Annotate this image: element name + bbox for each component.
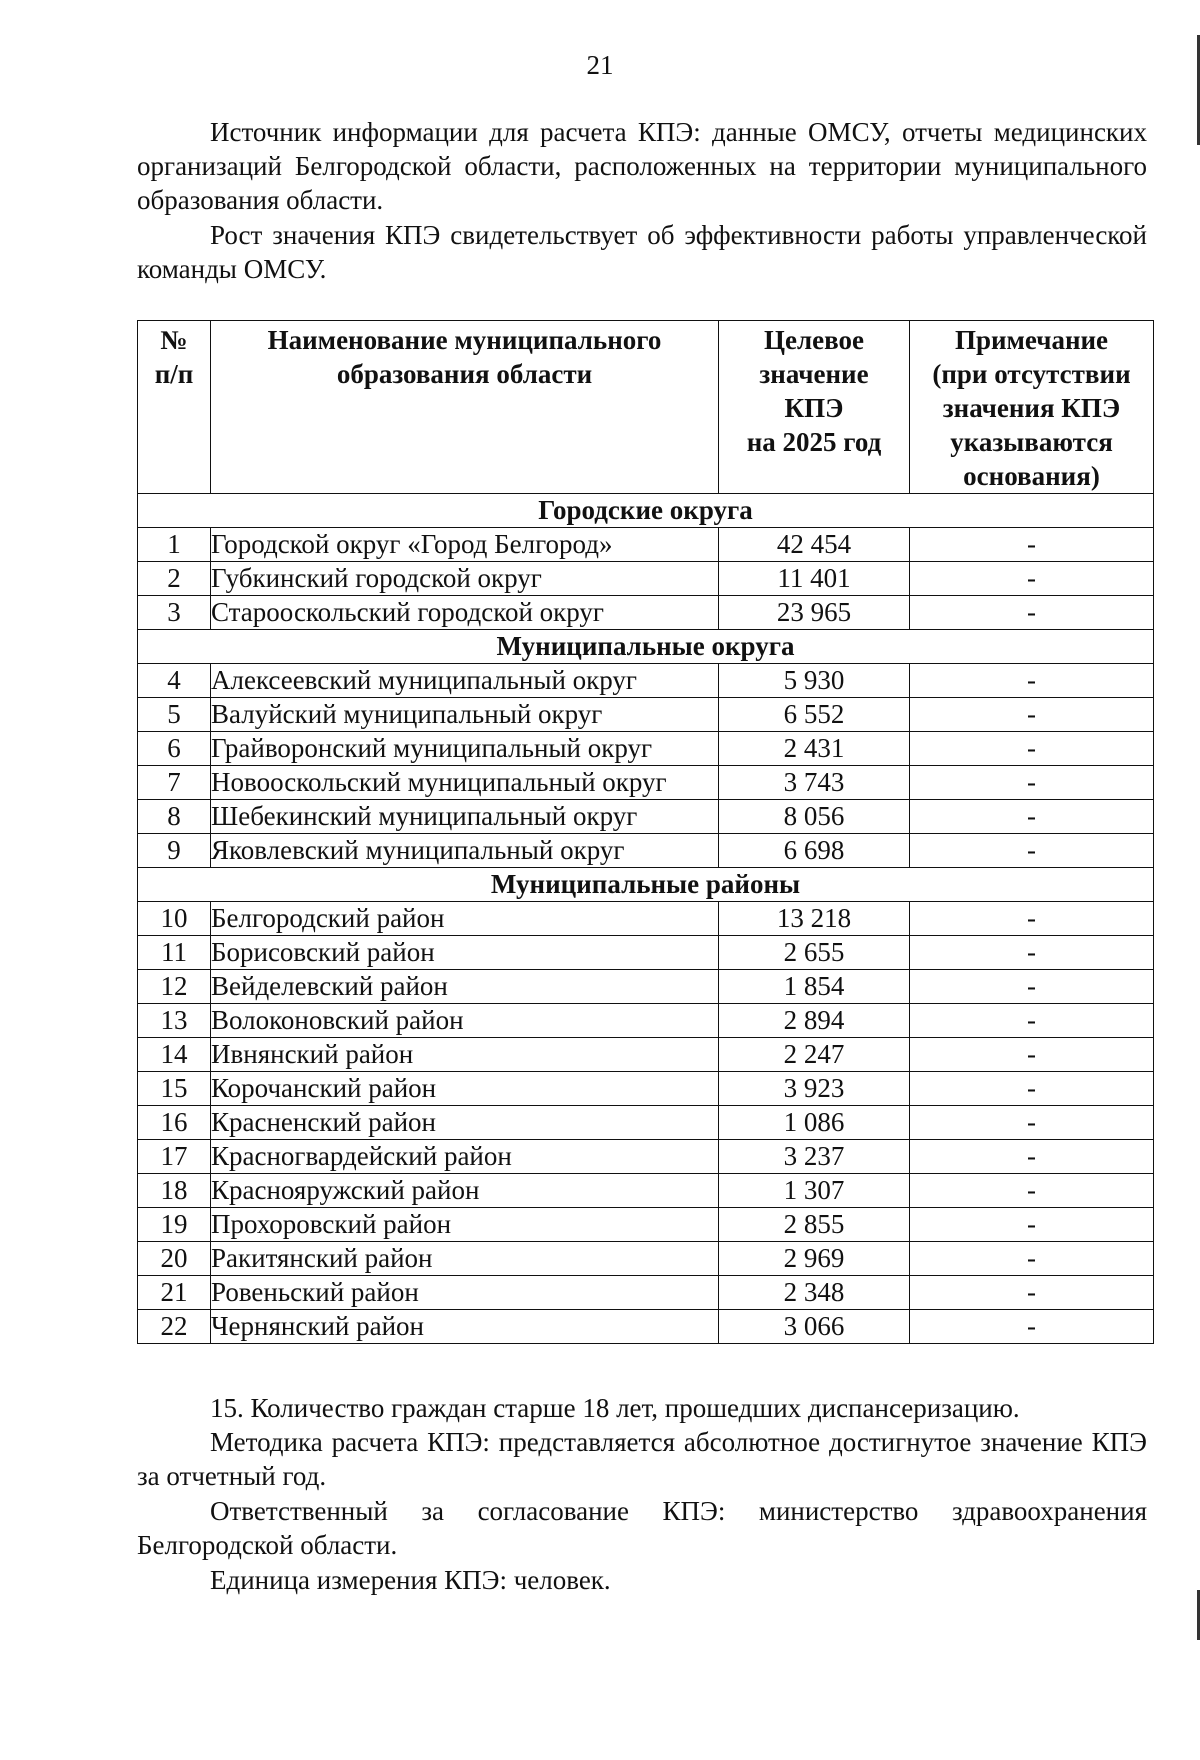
cell-value: 2 431: [719, 732, 910, 766]
table-row: [138, 1174, 1154, 1208]
cell-value: 8 056: [719, 800, 910, 834]
cell-name: Вейделевский район: [211, 970, 719, 1004]
table-row: [138, 732, 1154, 766]
cell-note: -: [910, 800, 1154, 834]
paragraph-unit: Единица измерения КПЭ: человек.: [210, 1565, 611, 1595]
table-row: [138, 970, 1154, 1004]
cell-note: -: [910, 834, 1154, 868]
cell-num: 7: [138, 766, 211, 800]
cell-num: 15: [138, 1072, 211, 1106]
cell-note: -: [910, 766, 1154, 800]
cell-value: 1 854: [719, 970, 910, 1004]
cell-note: -: [910, 1004, 1154, 1038]
cell-note: -: [910, 562, 1154, 596]
cell-name: Красненский район: [211, 1106, 719, 1140]
cell-value: 11 401: [719, 562, 910, 596]
page-number: 21: [586, 50, 614, 80]
paragraph-responsible: Ответственный за согласование КПЭ: министерство здравоохранения Белгородской области.: [137, 1496, 1147, 1560]
cell-value: 6 552: [719, 698, 910, 732]
table-row: [138, 1242, 1154, 1276]
cell-num: 3: [138, 596, 211, 630]
table-row: [138, 1106, 1154, 1140]
cell-value: 23 965: [719, 596, 910, 630]
cell-num: 19: [138, 1208, 211, 1242]
cell-name: Борисовский район: [211, 936, 719, 970]
table-row: [138, 664, 1154, 698]
cell-value: 2 969: [719, 1242, 910, 1276]
cell-num: 9: [138, 834, 211, 868]
cell-note: -: [910, 936, 1154, 970]
cell-name: Алексеевский муниципальный округ: [211, 664, 719, 698]
section-row: [138, 494, 1154, 528]
table-row: [138, 562, 1154, 596]
table-row: [138, 1140, 1154, 1174]
cell-num: 13: [138, 1004, 211, 1038]
cell-name: Городской округ «Город Белгород»: [211, 528, 719, 562]
cell-value: 1 307: [719, 1174, 910, 1208]
table-row: [138, 1208, 1154, 1242]
cell-name: Краснояружский район: [211, 1174, 719, 1208]
cell-num: 10: [138, 902, 211, 936]
cell-note: -: [910, 902, 1154, 936]
cell-name: Грайворонский муниципальный округ: [211, 732, 719, 766]
cell-note: -: [910, 1072, 1154, 1106]
cell-note: -: [910, 970, 1154, 1004]
cell-value: 3 743: [719, 766, 910, 800]
cell-num: 20: [138, 1242, 211, 1276]
table-row: [138, 1072, 1154, 1106]
paragraph-indicator-15: 15. Количество граждан старше 18 лет, прошедших диспансеризацию.: [210, 1393, 1020, 1423]
cell-num: 8: [138, 800, 211, 834]
cell-num: 2: [138, 562, 211, 596]
table-body: [138, 494, 1154, 1344]
cell-value: 3 923: [719, 1072, 910, 1106]
cell-name: Ровеньский район: [211, 1276, 719, 1310]
cell-num: 21: [138, 1276, 211, 1310]
header-num-line2: п/п: [154, 359, 194, 389]
cell-note: -: [910, 1310, 1154, 1344]
cell-note: -: [910, 664, 1154, 698]
header-value: [719, 321, 910, 494]
header-note: [910, 321, 1154, 494]
cell-name: Корочанский район: [211, 1072, 719, 1106]
header-name: [211, 321, 719, 494]
cell-note: -: [910, 1038, 1154, 1072]
cell-value: 2 247: [719, 1038, 910, 1072]
cell-note: -: [910, 698, 1154, 732]
cell-value: 3 066: [719, 1310, 910, 1344]
paragraph-growth-meaning: Рост значения КПЭ свидетельствует об эффективности работы управленческой команды ОМСУ.: [137, 220, 1147, 284]
cell-name: Старооскольский городской округ: [211, 596, 719, 630]
cell-num: 1: [138, 528, 211, 562]
table-row: [138, 766, 1154, 800]
cell-value: 42 454: [719, 528, 910, 562]
table-row: [138, 596, 1154, 630]
table-row: [138, 936, 1154, 970]
cell-name: Красногвардейский район: [211, 1140, 719, 1174]
cell-name: Новооскольский муниципальный округ: [211, 766, 719, 800]
header-note-line1: Примечание: [954, 325, 1109, 355]
cell-name: Чернянский район: [211, 1310, 719, 1344]
cell-value: 2 655: [719, 936, 910, 970]
paragraph-method: Методика расчета КПЭ: представляется абсолютное достигнутое значение КПЭ за отчетный год.: [137, 1427, 1147, 1491]
cell-note: -: [910, 528, 1154, 562]
table-row: [138, 834, 1154, 868]
cell-num: 18: [138, 1174, 211, 1208]
cell-num: 14: [138, 1038, 211, 1072]
cell-value: 2 348: [719, 1276, 910, 1310]
header-name-text: Наименование муниципального образования области: [267, 325, 662, 389]
table-header-row: [138, 321, 1154, 494]
cell-name: Волоконовский район: [211, 1004, 719, 1038]
kpe-table: [137, 320, 1154, 1344]
cell-note: -: [910, 1106, 1154, 1140]
cell-name: Яковлевский муниципальный округ: [211, 834, 719, 868]
header-num: [138, 321, 211, 494]
header-value-line2: на 2025 год: [746, 427, 882, 457]
section-row: [138, 868, 1154, 902]
table-row: [138, 1038, 1154, 1072]
cell-name: Ивнянский район: [211, 1038, 719, 1072]
cell-num: 11: [138, 936, 211, 970]
table-row: [138, 1004, 1154, 1038]
cell-num: 22: [138, 1310, 211, 1344]
section-title: Муниципальные округа: [138, 630, 1154, 664]
cell-name: Шебекинский муниципальный округ: [211, 800, 719, 834]
cell-note: -: [910, 1140, 1154, 1174]
cell-value: 13 218: [719, 902, 910, 936]
table-row: [138, 800, 1154, 834]
section-title: Муниципальные районы: [138, 868, 1154, 902]
cell-note: -: [910, 732, 1154, 766]
table-row: [138, 1276, 1154, 1310]
table-row: [138, 698, 1154, 732]
cell-value: 6 698: [719, 834, 910, 868]
header-value-line1: Целевое значение КПЭ: [759, 325, 869, 423]
cell-note: -: [910, 1242, 1154, 1276]
cell-name: Прохоровский район: [211, 1208, 719, 1242]
table-row: [138, 528, 1154, 562]
cell-note: -: [910, 1174, 1154, 1208]
table-row: [138, 902, 1154, 936]
cell-note: -: [910, 1276, 1154, 1310]
cell-value: 2 894: [719, 1004, 910, 1038]
cell-note: -: [910, 596, 1154, 630]
cell-name: Валуйский муниципальный округ: [211, 698, 719, 732]
cell-num: 17: [138, 1140, 211, 1174]
header-num-line1: №: [160, 325, 188, 355]
cell-name: Белгородский район: [211, 902, 719, 936]
cell-num: 6: [138, 732, 211, 766]
cell-num: 4: [138, 664, 211, 698]
cell-num: 12: [138, 970, 211, 1004]
cell-num: 16: [138, 1106, 211, 1140]
cell-name: Губкинский городской округ: [211, 562, 719, 596]
header-note-line2: (при отсутствии значения КПЭ указываются основания): [932, 359, 1131, 491]
section-row: [138, 630, 1154, 664]
cell-value: 2 855: [719, 1208, 910, 1242]
cell-value: 1 086: [719, 1106, 910, 1140]
section-title: Городские округа: [138, 494, 1154, 528]
cell-num: 5: [138, 698, 211, 732]
table-row: [138, 1310, 1154, 1344]
cell-value: 5 930: [719, 664, 910, 698]
cell-value: 3 237: [719, 1140, 910, 1174]
paragraph-info-source: Источник информации для расчета КПЭ: данные ОМСУ, отчеты медицинских организаций Белгородской области, расположенных на территории муниципального образования области.: [137, 117, 1147, 215]
cell-note: -: [910, 1208, 1154, 1242]
cell-name: Ракитянский район: [211, 1242, 719, 1276]
